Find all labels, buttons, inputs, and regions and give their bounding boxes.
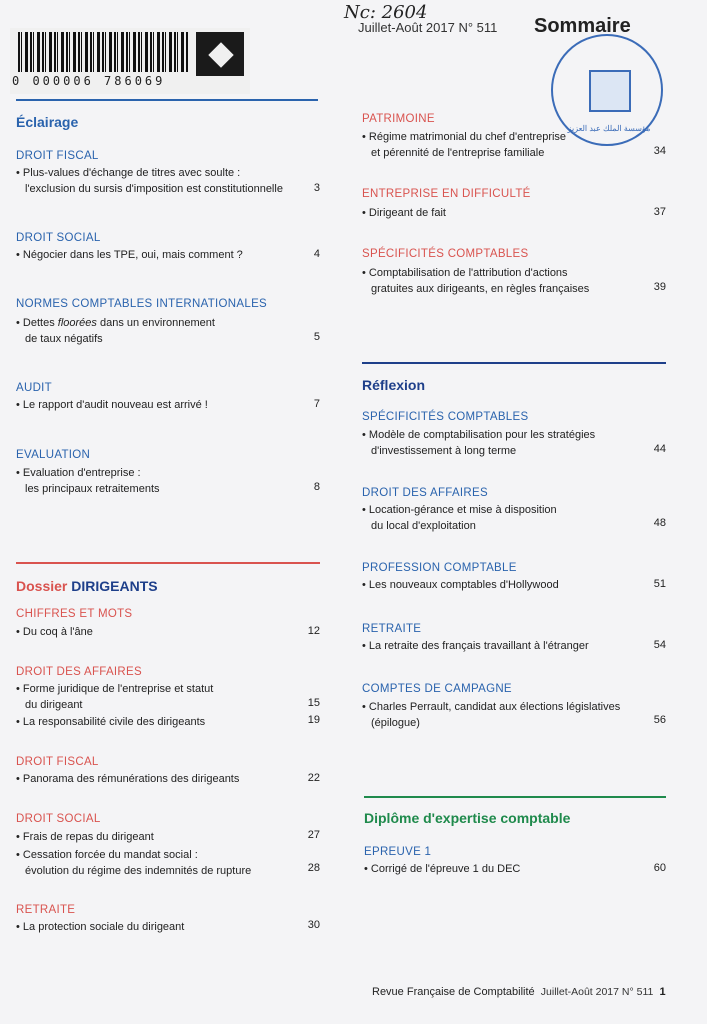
entry-text: • Du coq à l'âne [16,626,93,638]
toc-entry[interactable] [16,398,208,414]
entry-text: les principaux retraitements [25,482,160,495]
entry-text: • Corrigé de l'épreuve 1 du DEC [364,863,521,875]
page-number: 30 [307,919,320,931]
entry-text: du dirigeant [25,698,83,711]
category-label: DROIT FISCAL [16,756,99,768]
category-label: EPREUVE 1 [364,846,432,858]
toc-entry[interactable] [362,130,566,161]
page-number: 60 [653,862,666,874]
category-label: AUDIT [16,382,52,394]
toc-entry[interactable] [16,248,243,264]
toc-entry[interactable] [16,715,205,731]
category-label: SPÉCIFICITÉS COMPTABLES [362,248,529,260]
toc-entry[interactable] [16,848,251,879]
divider-eclairage [16,99,318,101]
footer-page-number: 1 [659,986,666,998]
toc-entry[interactable] [362,206,446,222]
entry-text: • Cessation forcée du mandat social : [16,849,198,861]
dossier-word: Dossier [16,578,68,594]
entry-text: d'investissement à long terme [371,444,517,457]
page-number: 27 [307,829,320,841]
category-label: NORMES COMPTABLES INTERNATIONALES [16,298,268,310]
page-number: 28 [307,862,320,874]
issue-label: Juillet-Août 2017 N° 511 [358,20,498,35]
category-label: DROIT SOCIAL [16,232,101,244]
toc-entry[interactable] [16,772,239,788]
entry-text: • Dirigeant de fait [362,207,446,219]
toc-entry[interactable] [16,466,160,497]
entry-text: (épilogue) [371,716,420,729]
toc-entry[interactable] [16,682,213,713]
entry-text: • Frais de repas du dirigeant [16,831,154,843]
barcode [10,28,250,94]
barcode-bars [18,32,188,72]
toc-entry[interactable] [16,830,154,846]
page-title: Sommaire [534,15,631,37]
entry-text: gratuites aux dirigeants, en règles françaises [371,282,590,295]
entry-text: • Les nouveaux comptables d'Hollywood [362,579,559,591]
section-title-eclairage: Éclairage [16,114,79,130]
entry-text: • Panorama des rémunérations des dirigeants [16,773,240,785]
divider-dossier [16,562,320,564]
entry-text-part: • Dettes [16,317,58,329]
entry-text: • La responsabilité civile des dirigeants [16,716,206,728]
entry-text-part: dans un environnement [96,317,215,329]
page-number: 22 [307,772,320,784]
page-number: 19 [307,714,320,726]
category-label: SPÉCIFICITÉS COMPTABLES [362,411,529,423]
page-number: 8 [313,481,320,493]
entry-text: • La retraite des français travaillant à l'étranger [362,640,589,652]
stamp-text: مؤسسة الملك عبد العزيز [567,124,651,133]
page-number: 54 [653,639,666,651]
entry-text: de taux négatifs [25,332,103,345]
category-label: DROIT DES AFFAIRES [362,487,488,499]
page-number: 15 [307,697,320,709]
category-label: RETRAITE [362,623,422,635]
page-number: 51 [653,578,666,590]
page-number: 34 [653,145,666,157]
category-label: COMPTES DE CAMPAGNE [362,683,512,695]
divider-reflexion [362,362,666,364]
entry-text-italic: floorées [57,317,97,329]
category-label: CHIFFRES ET MOTS [16,608,133,620]
dossier-name: DIRIGEANTS [71,578,158,594]
toc-entry[interactable] [16,166,283,197]
category-label: PROFESSION COMPTABLE [362,562,517,574]
toc-entry[interactable] [362,266,589,297]
category-label: ENTREPRISE EN DIFFICULTÉ [362,188,531,200]
category-label: DROIT FISCAL [16,150,99,162]
page-number: 37 [653,206,666,218]
section-title-dossier [16,578,158,594]
page-number: 7 [313,398,320,410]
category-label: DROIT SOCIAL [16,813,101,825]
handwritten-note: Nc: 2604 [344,2,428,23]
entry-text: • Forme juridique de l'entreprise et statut [16,683,214,695]
category-label: PATRIMOINE [362,113,435,125]
footer [372,986,666,998]
toc-entry[interactable] [362,428,595,459]
entry-text: et pérennité de l'entreprise familiale [371,146,545,159]
entry-text: • Plus-values d'échange de titres avec soulte : [16,167,241,179]
entry-text: • Négocier dans les TPE, oui, mais comment ? [16,249,243,261]
entry-text: • Comptabilisation de l'attribution d'actions [362,267,568,279]
page-number: 44 [653,443,666,455]
footer-journal: Revue Française de Comptabilité [372,986,535,998]
toc-entry[interactable] [16,920,184,936]
toc-entry[interactable] [16,316,215,347]
library-stamp-icon [551,34,663,146]
toc-entry[interactable] [362,639,589,655]
section-title-reflexion: Réflexion [362,377,426,393]
page-number: 5 [313,331,320,343]
entry-text: • Charles Perrault, candidat aux élections législatives [362,701,621,713]
page-number: 3 [313,182,320,194]
divider-dec [364,796,666,798]
entry-text: l'exclusion du sursis d'imposition est constitutionnelle [25,182,283,195]
toc-entry[interactable] [362,700,620,731]
footer-issue: Juillet-Août 2017 N° 511 [540,986,654,998]
toc-entry[interactable] [362,578,559,594]
page-number: 56 [653,714,666,726]
category-label: DROIT DES AFFAIRES [16,666,142,678]
page-number: 39 [653,281,666,293]
stamp-emblem-icon [589,70,631,112]
entry-text: • Location-gérance et mise à disposition [362,504,557,516]
category-label: RETRAITE [16,904,76,916]
section-title-dec: Diplôme d'expertise comptable [364,810,571,826]
page-number: 4 [313,248,320,260]
entry-text: • Le rapport d'audit nouveau est arrivé ! [16,399,208,411]
toc-entry[interactable] [16,625,93,641]
entry-text: • Régime matrimonial du chef d'entreprise [362,131,567,143]
category-label: EVALUATION [16,449,91,461]
entry-text: • Modèle de comptabilisation pour les stratégies [362,429,596,441]
entry-text [16,316,215,332]
barcode-number: 0 000006 786069 [12,74,166,88]
toc-entry[interactable] [364,862,520,878]
entry-text: évolution du régime des indemnités de rupture [25,864,252,877]
publisher-logo-icon [196,32,244,76]
toc-entry[interactable] [362,503,557,534]
entry-text: • La protection sociale du dirigeant [16,921,185,933]
page-number: 48 [653,517,666,529]
page-number: 12 [307,625,320,637]
entry-text: du local d'exploitation [371,519,476,532]
entry-text: • Evaluation d'entreprise : [16,467,141,479]
